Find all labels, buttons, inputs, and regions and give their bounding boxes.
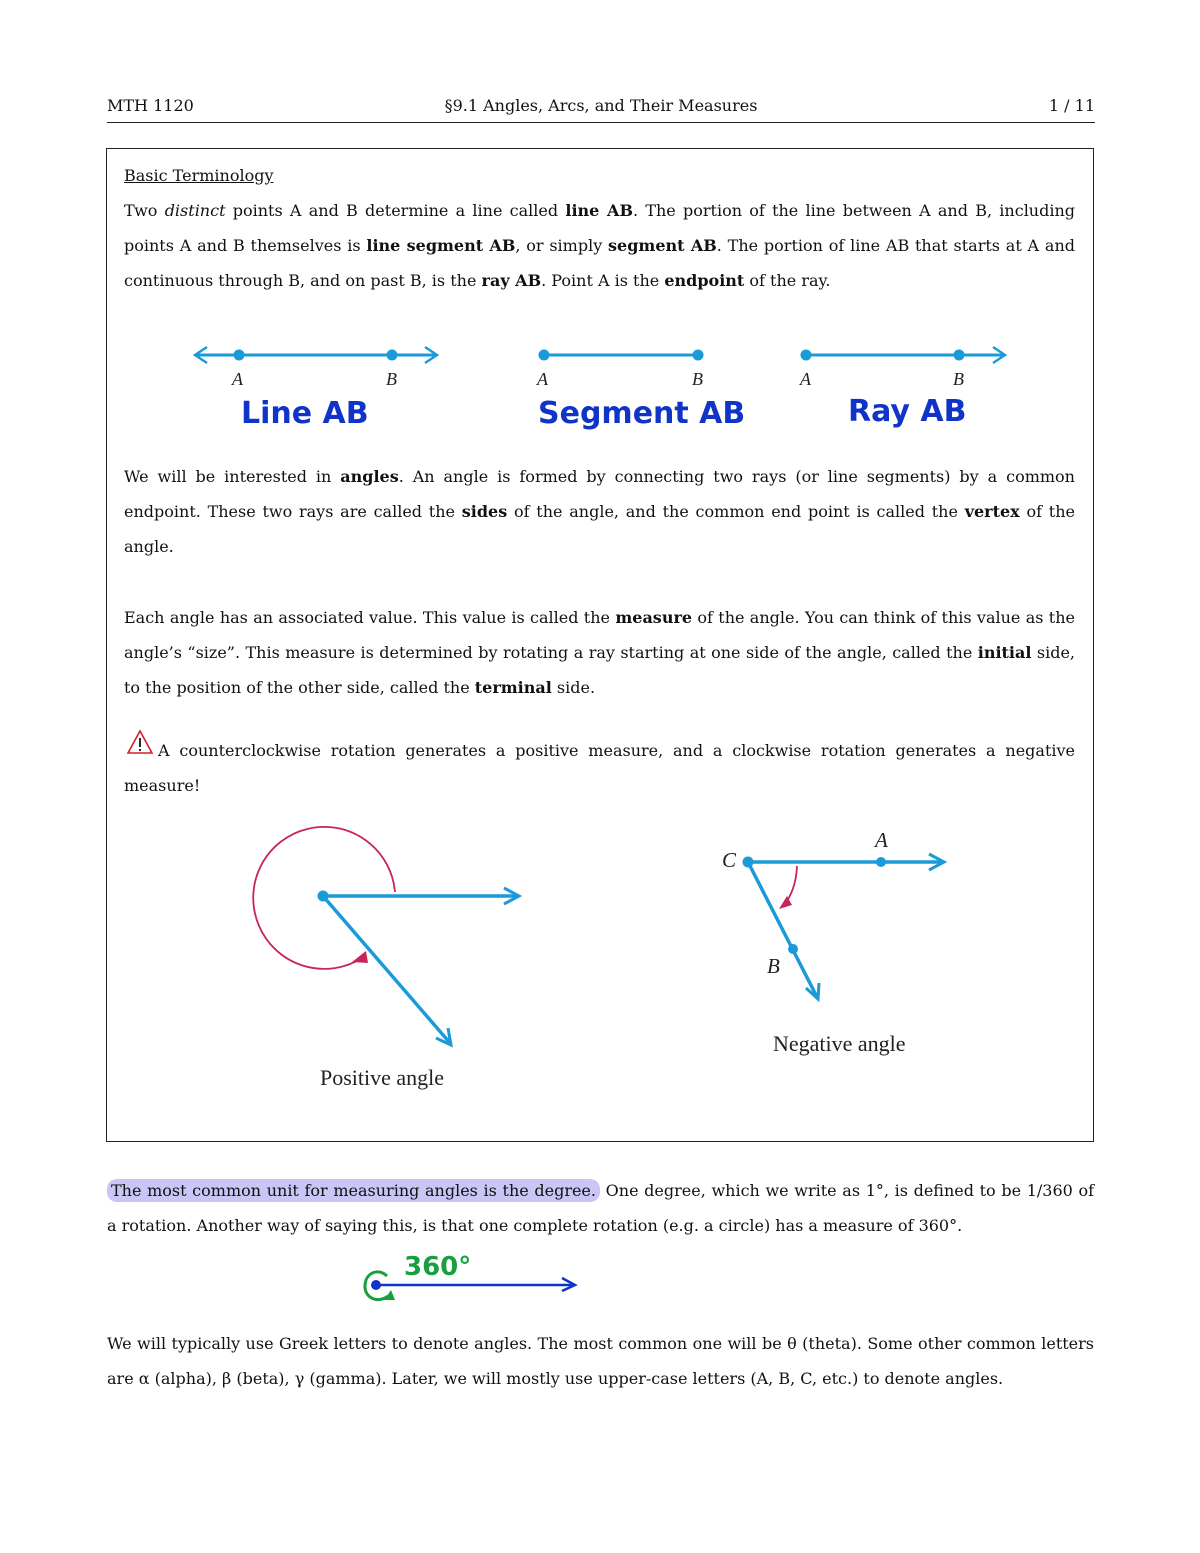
- section-title: §9.1 Angles, Arcs, and Their Measures: [444, 96, 758, 115]
- segment-point-b: B: [692, 369, 703, 389]
- terminology-heading: Basic Terminology: [124, 166, 274, 185]
- neg-point-a: A: [875, 828, 888, 852]
- line-point-b: B: [386, 369, 397, 389]
- segment-ab-figure: [539, 350, 704, 361]
- greek-text: We will typically use Greek letters to denote angles. The most common one will be θ (theta). Some other common letters are α (alpha), β (beta), γ (gamma). Later, we will mostly use upper-case letters (A, B, C, etc.) to denote angles.: [107, 1334, 1094, 1388]
- greek-paragraph: [107, 1326, 1094, 1396]
- handwritten-line-ab: Line AB: [241, 396, 369, 431]
- measure-paragraph: Each angle has an associated value. This value is called the measure of the angle. You can think of this value as the angle’s “size”. This measure is determined by rotating a ray starting at one side of the angle, called the initial side, to the position of the other side, called the terminal side.: [124, 608, 1076, 697]
- neg-point-b: B: [767, 954, 780, 978]
- page-number: 1 / 11: [1048, 96, 1095, 115]
- ray-ab-figure: [801, 347, 1006, 363]
- segment-point-a: A: [537, 369, 548, 389]
- handwritten-ray-ab: Ray AB: [848, 394, 967, 429]
- handwritten-segment-ab: Segment AB: [538, 396, 746, 431]
- warning-text: A counterclockwise rotation generates a positive measure, and a clockwise rotation generates a negative measure!: [124, 741, 1075, 795]
- line-ab-figure: [195, 347, 437, 363]
- degree-highlight: The most common unit for measuring angles is the degree.: [107, 1179, 600, 1202]
- positive-angle-figure: [253, 827, 519, 1045]
- ray-point-b: B: [953, 369, 964, 389]
- warning-paragraph: [124, 733, 1075, 803]
- handwritten-360: 360°: [404, 1252, 472, 1282]
- positive-angle-label: Positive angle: [320, 1065, 445, 1090]
- angles-paragraph: We will be interested in angles. An angle is formed by connecting two rays (or line segments) by a common endpoint. These two rays are called the sides of the angle, and the common end point is called the vertex of the angle.: [124, 467, 1075, 556]
- degree-paragraph: The most common unit for measuring angles is the degree. One degree, which we write as 1°, is defined to be 1/360 of a rotation. Another way of saying this, is that one complete rotation (e.g. a circle) has a measure of 360°.: [107, 1181, 1095, 1235]
- neg-point-c: C: [722, 848, 737, 872]
- ray-point-a: A: [800, 369, 811, 389]
- course-code: MTH 1120: [107, 96, 194, 115]
- negative-angle-label: Negative angle: [773, 1031, 906, 1056]
- line-point-a: A: [232, 369, 243, 389]
- terminology-paragraph: Two distinct points A and B determine a line called line AB. The portion of the line between A and B, including points A and B themselves is line segment AB, or simply segment AB. The portion of line AB that starts at A and continuous through B, and on past B, is the ray AB. Point A is the endpoint of the ray.: [124, 201, 1076, 290]
